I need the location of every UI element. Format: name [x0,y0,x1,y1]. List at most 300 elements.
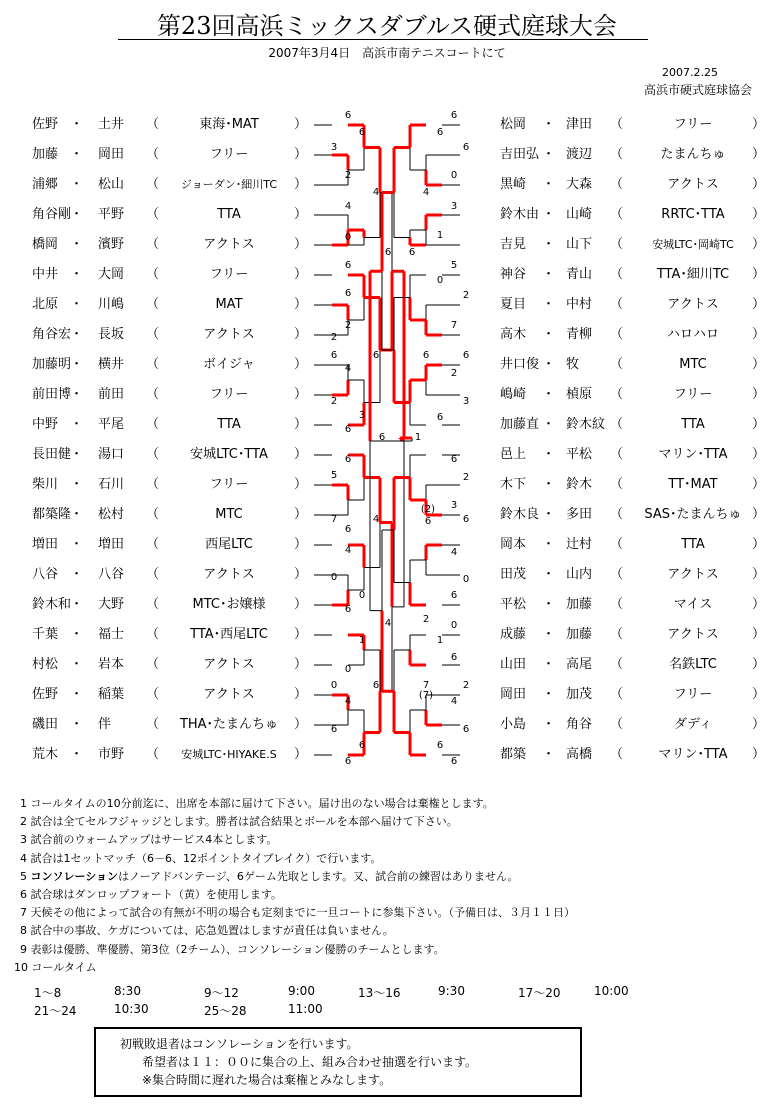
paren-close: ） [294,357,308,372]
match-score: 4 [344,201,352,212]
player-1-name: 松岡 [500,117,527,132]
paren-open: （ [146,537,160,552]
match-score: 6 [450,454,458,465]
player-2-name: 中村 [566,297,593,312]
club-name: アクトス [203,687,255,702]
paren-close: ） [752,447,766,462]
player-2-name: 平野 [98,207,125,222]
paren-close: ） [294,177,308,192]
call-time-matches: 25～28 [204,1004,247,1018]
club-name: TT･MAT [668,477,718,492]
match-score: 7 [330,514,338,525]
paren-close: ） [294,447,308,462]
match-score: 6 [462,724,470,735]
separator-dot: ・ [70,627,84,642]
match-score: 6 [450,652,458,663]
match-score: 6 [422,350,430,361]
player-2-name: 多田 [566,507,593,522]
paren-open: （ [610,207,624,222]
paren-open: （ [146,657,160,672]
player-2-name: 岩本 [98,657,125,672]
paren-open: （ [610,237,624,252]
separator-dot: ・ [542,297,556,312]
match-score: 0 [462,574,470,585]
separator-dot: ・ [70,357,84,372]
match-score: 2 [344,170,352,181]
match-score: 3 [462,396,470,407]
player-2-name: 高橋 [566,747,593,762]
club-name: フリー [673,687,713,702]
club-name: TTA [217,417,241,432]
match-score: 6 [436,412,444,423]
club-name: TTA･西尾LTC [190,627,268,642]
club-name: フリー [209,267,249,282]
separator-dot: ・ [70,747,84,762]
rule-number: 1 [20,797,27,810]
club-name: TTA [681,537,705,552]
match-score: 0 [450,170,458,181]
player-2-name: 平尾 [98,417,125,432]
consolation-line-1: 初戦敗退者はコンソレーションを行います。 [120,1037,359,1051]
club-name: 安城LTC･HIYAKE.S [181,748,277,761]
paren-open: （ [610,537,624,552]
match-score: 6 [436,127,444,138]
separator-dot: ・ [70,657,84,672]
paren-close: ） [752,297,766,312]
rule-item [20,813,575,831]
club-name: 東海･MAT [199,117,259,132]
match-score: 6 [424,516,432,527]
match-score: 1 [436,230,444,241]
club-name: 西尾LTC [205,537,253,552]
separator-dot: ・ [70,207,84,222]
separator-dot: ・ [70,717,84,732]
match-score: 6 [358,127,366,138]
player-2-name: 岡田 [98,147,125,162]
player-1-name: 千葉 [32,627,59,642]
player-1-name: 邑上 [500,447,527,462]
player-1-name: 中井 [32,267,59,282]
separator-dot: ・ [70,327,84,342]
paren-close: ） [752,177,766,192]
player-2-name: 青柳 [566,327,593,342]
match-score: 4 [372,514,380,525]
match-score: 2 [462,472,470,483]
rule-text: 表彰は優勝、準優勝、第3位（2チーム）、コンソレーション優勝のチームとします。 [30,942,445,956]
club-name: ジョーダン･細川TC [180,178,278,191]
issue-date: 2007.2.25 [662,66,718,79]
event-venue-date: 2007年3月4日 高浜市南テニスコートにて [268,46,506,60]
paren-open: （ [610,747,624,762]
match-score: 2 [450,368,458,379]
player-2-name: 濱野 [98,237,125,252]
tournament-rules [14,795,575,977]
player-1-name: 加藤直 [500,417,540,432]
match-score: 1 [414,432,422,443]
separator-dot: ・ [542,747,556,762]
rule-number: 7 [20,906,27,920]
player-1-name: 平松 [500,597,527,612]
call-time-value: 10:00 [594,984,629,998]
club-name: TTA [217,207,241,222]
paren-close: ） [294,657,308,672]
rule-number: 4 [20,851,27,865]
separator-dot: ・ [542,627,556,642]
player-1-name: 成藤 [500,627,527,642]
match-score: 0 [344,664,352,675]
club-name: RRTC･TTA [661,207,725,222]
player-1-name: 角谷宏 [32,327,72,342]
separator-dot: ・ [542,477,556,492]
match-score: 6 [344,424,352,435]
match-score: 4 [344,696,352,707]
player-1-name: 荒木 [32,747,59,762]
paren-open: （ [610,357,624,372]
player-1-name: 高木 [500,327,527,342]
match-score: 6 [344,524,352,535]
match-score: 4 [450,547,458,558]
paren-open: （ [610,297,624,312]
player-2-name: 山下 [566,237,593,252]
paren-close: ） [752,327,766,342]
paren-close: ） [294,687,308,702]
separator-dot: ・ [70,177,84,192]
separator-dot: ・ [542,237,556,252]
rule-number: 10 [14,960,28,974]
separator-dot: ・ [70,567,84,582]
club-name: ダディ [674,717,712,732]
player-1-name: 岡田 [500,687,527,702]
match-score: 6 [408,247,416,258]
rule-number: 2 [20,815,27,829]
separator-dot: ・ [70,387,84,402]
paren-close: ） [294,477,308,492]
call-time-matches: 21～24 [34,1004,77,1018]
player-2-name: 市野 [98,747,125,762]
player-2-name: 土井 [98,117,125,132]
match-score: 6 [344,260,352,271]
rule-text: コールタイム [31,960,97,974]
player-1-name: 長田健 [32,447,72,462]
call-time-matches: 1～8 [34,986,62,1000]
match-score: (7) [418,690,434,701]
match-score: 6 [462,514,470,525]
player-1-name: 小島 [500,717,527,732]
paren-close: ） [752,477,766,492]
player-2-name: 加茂 [566,687,593,702]
club-name: TTA [681,417,705,432]
match-score: 6 [462,142,470,153]
paren-close: ） [752,507,766,522]
separator-dot: ・ [542,687,556,702]
match-score: 1 [436,635,444,646]
match-score: 5 [330,470,338,481]
player-1-name: 鈴木由 [500,207,540,222]
rule-emphasis: コンソレーション [30,869,119,883]
call-time-value: 10:30 [114,1002,149,1016]
player-2-name: 加藤 [566,597,593,612]
match-score: 4 [344,363,352,374]
player-1-name: 前田博 [32,387,72,402]
match-score: 6 [344,288,352,299]
paren-close: ） [294,297,308,312]
match-score: 4 [372,187,380,198]
club-name: MAT [215,297,243,312]
match-score: 2 [330,396,338,407]
paren-close: ） [752,597,766,612]
player-2-name: 松山 [98,177,125,192]
player-1-name: 鈴木良 [500,507,540,522]
club-name: マリン･TTA [658,747,728,762]
club-name: たまんちゅ [660,147,726,162]
match-score: 2 [422,614,430,625]
player-2-name: 山内 [566,567,593,582]
paren-open: （ [146,267,160,282]
paren-close: ） [294,537,308,552]
separator-dot: ・ [542,597,556,612]
club-name: アクトス [203,567,255,582]
paren-open: （ [146,237,160,252]
paren-close: ） [294,507,308,522]
separator-dot: ・ [542,417,556,432]
paren-open: （ [146,417,160,432]
paren-open: （ [146,297,160,312]
club-name: THA･たまんちゅ [179,717,279,732]
match-score: 0 [436,275,444,286]
player-2-name: 横井 [98,357,125,372]
rule-item [14,959,575,977]
paren-open: （ [146,687,160,702]
club-name: マイス [673,597,713,612]
rule-text: はノーアドバンテージ、6ゲーム先取とします。又、試合前の練習はありません。 [118,869,519,883]
paren-close: ） [752,117,766,132]
separator-dot: ・ [70,267,84,282]
paren-close: ） [752,267,766,282]
player-1-name: 黒崎 [500,177,527,192]
separator-dot: ・ [542,327,556,342]
player-1-name: 加藤明 [32,357,72,372]
match-score: 0 [450,620,458,631]
paren-close: ） [752,147,766,162]
call-time-value: 9:30 [438,984,465,998]
match-score: 2 [344,320,352,331]
rule-text: 試合は1セットマッチ（6－6、12ポイントタイブレイク）で行います。 [30,851,382,865]
call-time-value: 9:00 [288,984,315,998]
club-name: アクトス [667,627,719,642]
match-score: 1 [358,635,366,646]
paren-open: （ [610,177,624,192]
match-score: 0 [358,590,366,601]
match-score: 6 [384,247,392,258]
call-time-value: 11:00 [288,1002,323,1016]
player-2-name: 湯口 [98,447,125,462]
paren-open: （ [610,447,624,462]
separator-dot: ・ [70,447,84,462]
separator-dot: ・ [542,207,556,222]
club-name: MTC [679,357,707,372]
paren-open: （ [610,327,624,342]
player-1-name: 磯田 [32,717,59,732]
club-name: MTC･お嬢様 [192,597,266,612]
match-score: 0 [330,680,338,691]
player-2-name: 山崎 [566,207,593,222]
player-1-name: 増田 [32,537,59,552]
match-score: 3 [450,201,458,212]
separator-dot: ・ [542,717,556,732]
separator-dot: ・ [542,567,556,582]
match-score: 2 [462,680,470,691]
separator-dot: ・ [70,297,84,312]
separator-dot: ・ [542,537,556,552]
rule-text: 試合前のウォームアップはサービス4本とします。 [30,833,278,847]
separator-dot: ・ [70,237,84,252]
paren-close: ） [294,747,308,762]
paren-open: （ [610,627,624,642]
player-1-name: 嶋崎 [500,387,527,402]
paren-close: ） [752,207,766,222]
match-score: 5 [450,260,458,271]
paren-open: （ [610,597,624,612]
player-2-name: 牧 [566,357,580,372]
paren-open: （ [610,477,624,492]
page-title: 第23回高浜ミックスダブルス硬式庭球大会 [156,12,618,40]
paren-open: （ [146,447,160,462]
paren-close: ） [752,627,766,642]
player-1-name: 八谷 [32,567,59,582]
player-1-name: 夏目 [500,297,527,312]
paren-open: （ [610,687,624,702]
paren-close: ） [752,567,766,582]
player-1-name: 都築 [500,747,527,762]
player-2-name: 青山 [566,267,593,282]
player-1-name: 都築隆 [32,507,72,522]
paren-close: ） [294,417,308,432]
separator-dot: ・ [70,507,84,522]
rule-number: 9 [20,942,27,956]
player-1-name: 北原 [32,297,59,312]
player-1-name: 浦郷 [32,177,59,192]
separator-dot: ・ [542,447,556,462]
paren-open: （ [610,567,624,582]
separator-dot: ・ [542,657,556,672]
match-score: 7 [450,320,458,331]
separator-dot: ・ [542,507,556,522]
paren-close: ） [752,657,766,672]
paren-close: ） [752,357,766,372]
match-score: 6 [372,350,380,361]
paren-open: （ [146,747,160,762]
club-name: 安城LTC･TTA [190,447,268,462]
consolation-line-3: ※集合時間に遅れた場合は棄権とみなします。 [142,1073,392,1087]
match-score: 4 [422,187,430,198]
match-score: 0 [330,572,338,583]
club-name: アクトス [667,177,719,192]
paren-open: （ [146,717,160,732]
rule-text: 天候その他によって試合の有無が不明の場合も定刻までに一旦コートに参集下さい。（予備日は、３月１１日） [30,906,575,920]
paren-close: ） [752,417,766,432]
club-name: TTA･細川TC [656,267,730,282]
paren-open: （ [610,657,624,672]
call-time-matches: 17～20 [518,986,561,1000]
paren-close: ） [294,207,308,222]
match-score: 2 [330,332,338,343]
match-score: 6 [450,590,458,601]
paren-open: （ [610,507,624,522]
player-2-name: 津田 [566,117,593,132]
paren-open: （ [146,177,160,192]
club-name: マリン･TTA [658,447,728,462]
match-score: 0 [344,232,352,243]
player-2-name: 八谷 [98,567,125,582]
match-score: 6 [436,740,444,751]
match-score: 6 [330,350,338,361]
paren-open: （ [146,477,160,492]
player-1-name: 岡本 [500,537,527,552]
paren-close: ） [752,537,766,552]
match-score: (2) [420,504,436,515]
paren-close: ） [294,117,308,132]
match-score: 6 [462,350,470,361]
separator-dot: ・ [542,117,556,132]
player-2-name: 大岡 [98,267,125,282]
paren-open: （ [610,387,624,402]
separator-dot: ・ [70,687,84,702]
rule-item [20,904,575,922]
paren-close: ） [752,687,766,702]
paren-close: ） [752,747,766,762]
club-name: フリー [209,147,249,162]
separator-dot: ・ [70,537,84,552]
rule-number: 3 [20,833,27,847]
player-2-name: 稲葉 [98,687,125,702]
club-name: フリー [209,387,249,402]
match-score: 4 [344,545,352,556]
player-2-name: 大野 [98,597,125,612]
match-score: 6 [344,110,352,121]
player-1-name: 角谷剛 [32,207,72,222]
match-score: 4 [384,618,392,629]
separator-dot: ・ [542,147,556,162]
rule-number: 6 [20,888,27,902]
separator-dot: ・ [542,387,556,402]
rule-text: 試合中の事故、ケガについては、応急処置はしますが責任は負いません。 [30,924,394,938]
player-2-name: 大森 [566,177,593,192]
rule-item [20,795,575,813]
paren-open: （ [146,207,160,222]
consolation-notice-box [94,1027,582,1097]
club-name: フリー [673,387,713,402]
player-1-name: 柴川 [32,477,59,492]
rule-text: 試合球はダンロップフォート（黄）を使用します。 [30,888,282,902]
paren-open: （ [146,567,160,582]
match-score: 7 [422,680,430,691]
paren-open: （ [610,717,624,732]
paren-open: （ [146,117,160,132]
paren-open: （ [146,357,160,372]
rule-item [20,831,575,849]
match-score: 3 [358,410,366,421]
match-score: 6 [450,756,458,767]
player-1-name: 村松 [32,657,59,672]
player-1-name: 佐野 [32,687,59,702]
match-score: 6 [344,454,352,465]
player-1-name: 田茂 [500,567,527,582]
match-score: 6 [344,756,352,767]
rule-item [20,922,575,940]
player-2-name: 高尾 [566,657,593,672]
player-1-name: 橋岡 [32,237,59,252]
match-score: 2 [462,290,470,301]
